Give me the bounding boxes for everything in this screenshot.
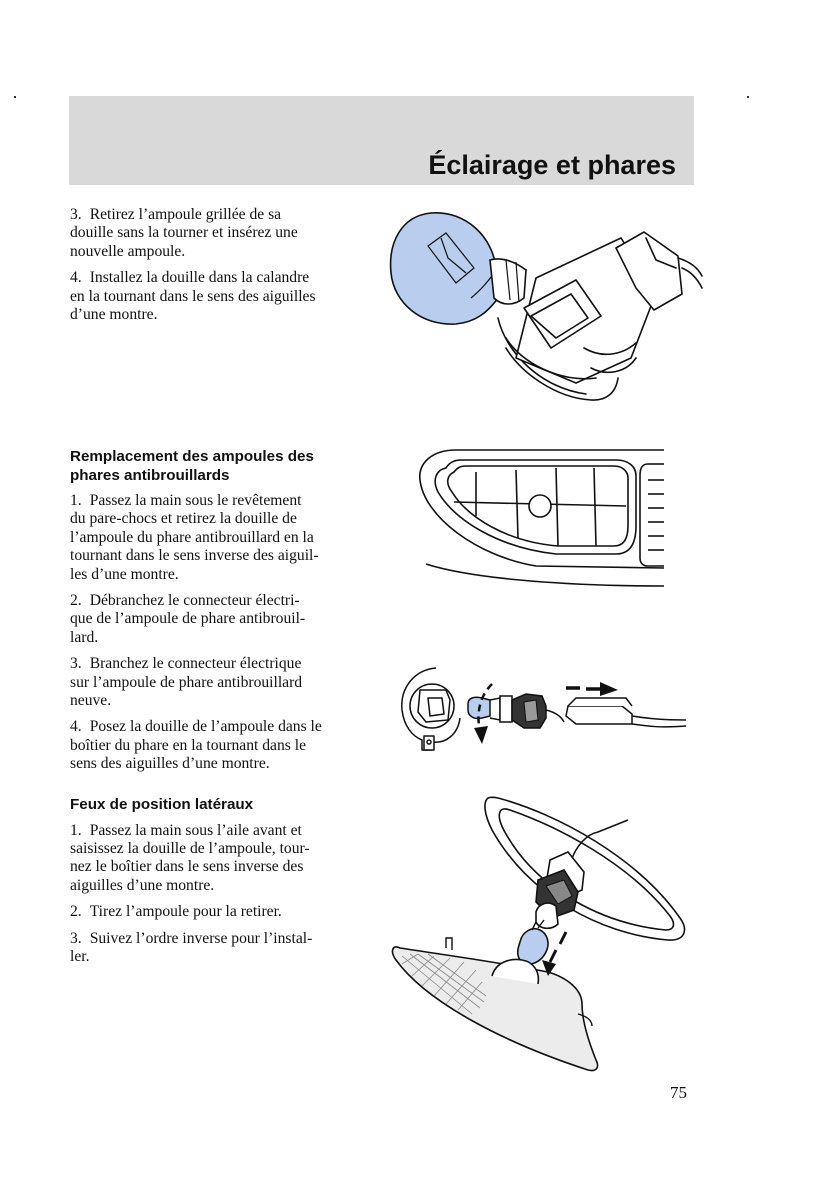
step-text: Branchez le connecteur électrique (89, 655, 302, 673)
pull-arrow-icon (566, 688, 600, 689)
step-text: saisissez la douille de l’ampoule, tour- (70, 839, 310, 857)
step-paragraph (70, 903, 370, 921)
step-text: l’ampoule du phare antibrouillard en la (70, 528, 314, 546)
step-text: Posez la douille de l’ampoule dans le (89, 718, 322, 736)
page-number: 75 (670, 1083, 687, 1102)
step-text: sens des aiguilles d’une montre. (70, 755, 270, 773)
crop-mark-right (747, 96, 749, 98)
step-number: 3. (70, 655, 82, 673)
step-number: 1. (70, 492, 82, 509)
step-paragraph (70, 655, 370, 710)
step-text: Installez la douille dans la calandre (89, 269, 310, 287)
step-paragraph (70, 930, 370, 967)
remove-arrow-icon (550, 932, 566, 962)
marker-bulb-glass (518, 929, 548, 964)
step-text: Passez la main sous le revêtement (89, 492, 302, 509)
step-text: du pare-chocs et retirez la douille de (70, 510, 297, 528)
fog-lamp-illustration (416, 446, 666, 592)
step-text: douille sans la tourner et insérez une (70, 224, 298, 242)
section-side-marker (70, 796, 370, 974)
step-number: 4. (70, 269, 82, 287)
section-fog-lamps (70, 448, 370, 782)
step-text: en la tournant dans le sens des aiguilles (70, 287, 316, 305)
step-number: 1. (70, 821, 82, 839)
fog-bulb-connector-illustration (396, 660, 690, 760)
step-text: Tirez l’ampoule pour la retirer. (89, 903, 282, 921)
step-text: lard. (70, 628, 99, 646)
step-text: neuve. (70, 692, 112, 710)
step-paragraph (70, 592, 370, 647)
step-text: boîtier du phare en la tournant dans le (70, 736, 306, 754)
step-text: Suivez l’ordre inverse pour l’instal- (89, 929, 313, 947)
step-number: 2. (70, 903, 82, 921)
step-text: sur l’ampoule de phare antibrouillard (70, 673, 303, 691)
step-paragraph (70, 492, 370, 584)
step-text: Passez la main sous l’aile avant et (89, 821, 302, 839)
step-paragraph (70, 822, 370, 896)
step-text: Débranchez le connecteur électri- (89, 592, 300, 610)
step-paragraph (70, 718, 370, 773)
pull-arrowhead-icon (600, 682, 618, 696)
chapter-title: Éclairage et phares (428, 150, 676, 180)
section-bulb-replacement (70, 206, 370, 332)
step-text: aiguilles d’une montre. (70, 876, 215, 894)
step-paragraph (70, 269, 370, 324)
step-number: 4. (70, 718, 82, 736)
side-marker-illustration (388, 794, 688, 1084)
step-text: Retirez l’ampoule grillée de sa (89, 206, 282, 223)
bulb-socket-illustration (386, 198, 704, 414)
step-text: nouvelle ampoule. (70, 242, 186, 260)
chapter-header (69, 96, 694, 185)
step-number: 3. (70, 929, 82, 947)
step-text: d’une montre. (70, 306, 158, 324)
crop-mark-left (14, 96, 16, 98)
step-text: nez le boîtier dans le sens inverse des (70, 858, 304, 876)
step-number: 3. (70, 206, 82, 223)
section-heading: Feux de position latéraux (70, 796, 254, 813)
step-text: les d’une montre. (70, 565, 179, 583)
rotation-arrowhead-icon (474, 726, 488, 744)
step-paragraph (70, 206, 370, 261)
step-text: ler. (70, 947, 90, 965)
step-text: tournant dans le sens inverse des aiguil- (70, 547, 319, 565)
step-text: que de l’ampoule de phare antibrouil- (70, 610, 306, 628)
section-heading: Remplacement des ampoules des phares antibrouillards (70, 448, 314, 484)
step-number: 2. (70, 592, 82, 610)
